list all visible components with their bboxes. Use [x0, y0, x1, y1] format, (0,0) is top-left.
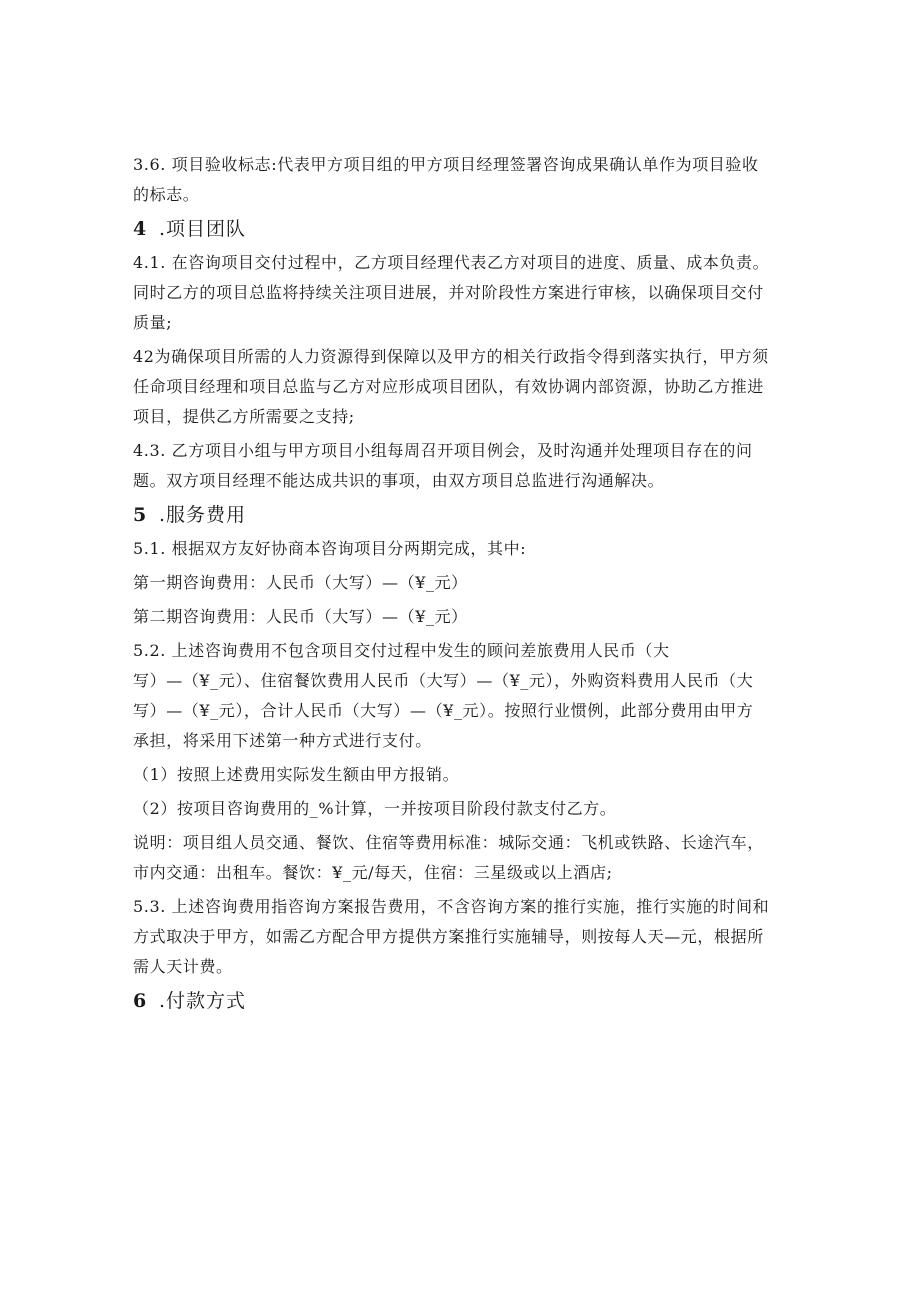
document-page: [133, 150, 793, 1020]
section-title: .项目团队: [159, 218, 247, 240]
section-title: .付款方式: [159, 990, 247, 1012]
clause-5-2-line-1: 5.2. 上述咨询费用不包含项目交付过程中发生的顾问差旅费用人民币（大: [133, 641, 670, 660]
clause-5-3: [133, 892, 793, 982]
expense-note: [133, 828, 793, 888]
expense-note-line-2: 市内交通：出租车。餐饮：¥_元/每天，住宿：三星级或以上酒店;: [133, 863, 613, 882]
clause-3-6-line-2: 的标志。: [133, 185, 200, 204]
payment-option-2: （2）按项目咨询费用的_%计算，一并按项目阶段付款支付乙方。: [133, 799, 617, 818]
clause-4-3-line-2: 题。双方项目经理不能达成共识的事项，由双方项目总监进行沟通解决。: [133, 471, 665, 490]
section-heading-5: [133, 500, 793, 530]
clause-5-3-line-2: 方式取决于甲方，如需乙方配合甲方提供方案推行实施辅导，则按每人天—元，根据所: [133, 927, 764, 946]
section-title: .服务费用: [159, 504, 247, 526]
clause-4-2-line-3: 项目，提供乙方所需要之支持;: [133, 407, 355, 426]
clause-4-3: [133, 436, 793, 496]
clause-4-1-line-3: 质量;: [133, 313, 173, 332]
clause-4-2-line-2: 任命项目经理和项目总监与乙方对应形成项目团队，有效协调内部资源，协助乙方推进: [133, 377, 764, 396]
section-heading-4: [133, 214, 793, 244]
clause-3-6-line-1: 3.6. 项目验收标志:代表甲方项目组的甲方项目经理签署咨询成果确认单作为项目验收: [133, 155, 759, 174]
clause-3-6: [133, 150, 793, 210]
section-number: 6: [133, 990, 147, 1012]
clause-4-1-line-1: 4.1. 在咨询项目交付过程中，乙方项目经理代表乙方对项目的进度、质量、成本负责。: [133, 253, 770, 272]
clause-5-2-line-2: 写）—（¥_元）、住宿餐饮费用人民币（大写）—（¥_元），外购资料费用人民币（大: [133, 671, 754, 690]
fee-phase-2: 第二期咨询费用：人民币（大写）—（¥_元）: [133, 607, 468, 626]
clause-4-2: [133, 342, 793, 432]
clause-5-2: [133, 636, 793, 756]
section-heading-6: [133, 986, 793, 1016]
clause-5-2-line-3: 写）—（¥_元），合计人民币（大写）—（¥_元）。按照行业惯例，此部分费用由甲方: [133, 701, 754, 720]
section-number: 5: [133, 504, 147, 526]
clause-4-2-line-1: 42为确保项目所需的人力资源得到保障以及甲方的相关行政指令得到落实执行，甲方须: [133, 347, 769, 366]
clause-5-3-line-1: 5.3. 上述咨询费用指咨询方案报告费用，不含咨询方案的推行实施，推行实施的时间和: [133, 897, 770, 916]
clause-5-1: [133, 534, 793, 564]
clause-5-1-line-1: 5.1. 根据双方友好协商本咨询项目分两期完成，其中:: [133, 539, 527, 558]
expense-note-line-1: 说明：项目组人员交通、餐饮、住宿等费用标准：城际交通：飞机或铁路、长途汽车，: [133, 833, 764, 852]
payment-option-1: （1）按照上述费用实际发生额由甲方报销。: [133, 765, 460, 784]
clause-5-2-line-4: 承担，将采用下述第一种方式进行支付。: [133, 731, 432, 750]
section-number: 4: [133, 218, 147, 240]
clause-4-1: [133, 248, 793, 338]
clause-4-3-line-1: 4.3. 乙方项目小组与甲方项目小组每周召开项目例会，及时沟通并处理项目存在的问: [133, 441, 753, 460]
clause-5-3-line-3: 需人天计费。: [133, 957, 233, 976]
fee-phase-1: 第一期咨询费用：人民币（大写）—（¥_元）: [133, 573, 468, 592]
clause-4-1-line-2: 同时乙方的项目总监将持续关注项目进展，并对阶段性方案进行审核，以确保项目交付: [133, 283, 764, 302]
